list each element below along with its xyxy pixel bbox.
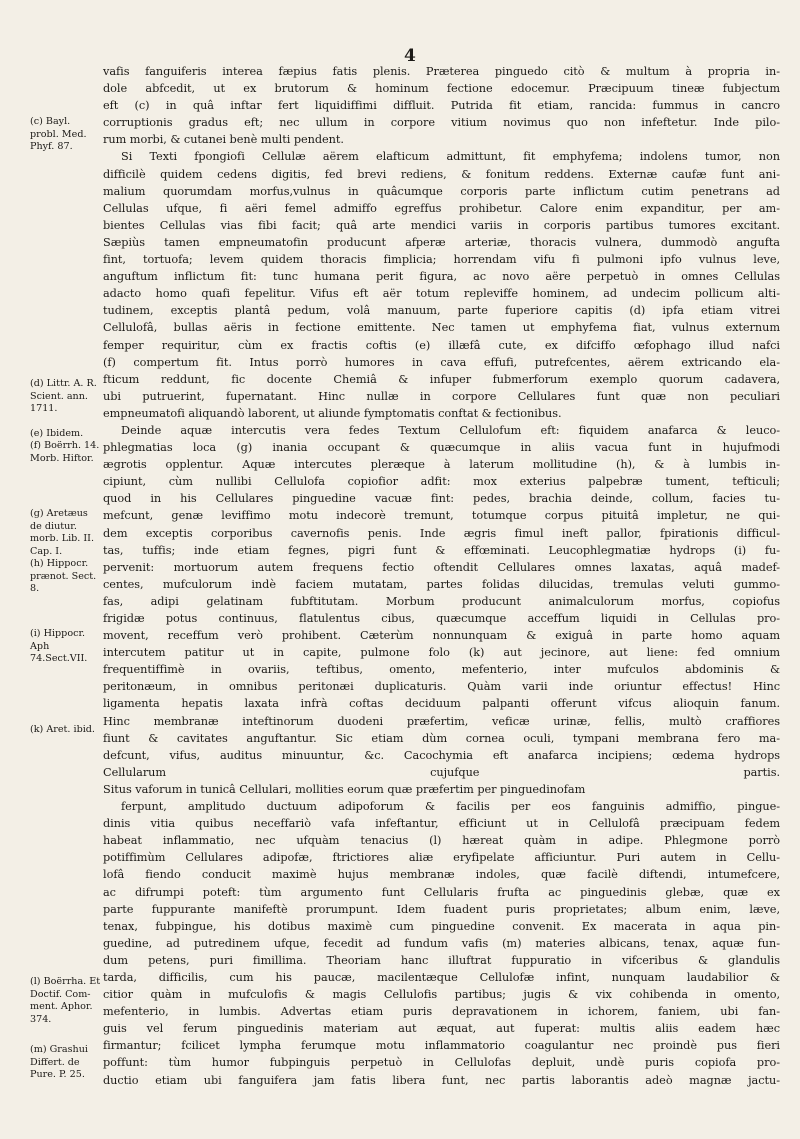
text-line	[103, 1106, 780, 1123]
text-line: guedine, ad putredinem ufque, fecedit ad fundum vafis (m) materies albicans, tenax, aquæ fun-	[103, 936, 780, 950]
text-line: malium quorumdam morfus,vulnus in quâcumque corporis parte inflictum cutim penetrans ad	[103, 184, 780, 198]
text-line: ægrotis opplentur. Aquæ intercutes pleræque à laterum mollitudine (h), & à lumbis in-	[103, 458, 780, 472]
body-text	[103, 63, 780, 1123]
text-line: frequentiffimè in ovariis, teftibus, omento, mefenterio, inter mufculos abdominis &	[103, 663, 780, 677]
margin-note: (h) Hippocr. prænot. Sect. 8.	[30, 558, 97, 594]
text-line: frigidæ potus continuus, flatulentus cibus, quæcumque acceffum liquidi in Cellulas pro-	[103, 612, 780, 625]
text-line: dinis vitia quibus neceffariò vafa infeftantur, efficiunt ut in Cellulofâ præcipuam fedem	[103, 817, 780, 831]
text-line: fint, tortuofa; levem quidem thoracis fimplicia; horrendam vifu fi pulmoni ipfo vulnus leve,	[103, 253, 780, 267]
text-line: empneumatofi aliquandò laborent, ut aliunde fymptomatis conftat & fectionibus.	[103, 406, 562, 420]
text-line: adacto homo quafi fepelitur. Vifus eft aër totum repleviffe hominem, ad undecim pollicum alti-	[103, 287, 780, 301]
text-line: dole abfcedit, ut ex brutorum & hominum fectione edocemur. Præcipuum tineæ fubjectum	[103, 82, 780, 96]
text-line: ferpunt, amplitudo ductuum adipoforum & facilis per eos fanguinis admiffio, pingue-	[121, 800, 780, 814]
text-line: Deinde aquæ intercutis vera fedes Textum Cellulofum eft: fiquidem anafarca & leuco-	[121, 423, 780, 437]
text-line: bientes Cellulas vias fibi facit; quâ arte mendici variis in corporis partibus tumores excitant.	[103, 218, 780, 232]
text-line: rum morbi, & cutanei benè multi pendent.	[103, 133, 344, 147]
text-line: Cellularum cujufque partis.	[103, 765, 780, 779]
text-line: tenax, fubpingue, his dotibus maximè cum pinguedine convenit. Ex macerata in aqua pin-	[103, 919, 780, 933]
text-line: Cellulas ufque, fi aëri femel admiffo egreffus prohibetur. Calore enim expanditur, per am-	[103, 201, 780, 215]
text-line: ubi putruerint, fupernatant. Hinc nullæ in corpore Cellulares funt quæ non peculiari	[103, 389, 780, 403]
text-line: ductio etiam ubi fanguifera jam fatis libera funt, nec partis laborantis adeò magnæ jactu-	[103, 1073, 780, 1087]
text-line: intercutem patitur ut in capite, pulmone folo (k) aut jecinore, aut liene: fed omnium	[103, 646, 780, 660]
text-line: tudinem, exceptis plantâ pedum, volâ manuum, parte fuperiore capitis (d) ipfa etiam vitrei	[103, 304, 780, 318]
margin-note: (e) Ibidem.	[30, 428, 84, 439]
text-line: guis vel ferum pinguedinis materiam aut æquat, aut fuperat: multis aliis eadem hæc	[103, 1022, 780, 1036]
text-line: anguftum inflictum fit: tunc humana perit figura, ac novo aëre perpetuò in omnes Cellulas	[103, 270, 780, 284]
margin-note: (k) Aret. ibid.	[30, 724, 95, 735]
text-line: Sæpiùs tamen empneumatofin producunt afperæ arteriæ, thoracis vulnera, dummodò angufta	[103, 235, 780, 249]
text-line: (f) compertum fit. Intus porrò humores in cava effufi, putrefcentes, aërem extricando ela-	[103, 355, 780, 369]
text-line: ligamenta hepatis laxata infrà coftas deciduum palpanti offerunt vifcus alioquin fanum.	[103, 697, 780, 711]
margin-note: (f) Boërrh. 14. Morb. Hiftor.	[30, 440, 100, 464]
text-line: habeat inflammatio, nec ufquàm tenacius (l) hæreat quàm in adipe. Phlegmone porrò	[103, 834, 780, 848]
text-line: mefenterio, in lumbis. Advertas etiam puris depravationem in ichorem, faniem, ubi fan-	[103, 1005, 780, 1019]
text-line: Si Texti fpongiofi Cellulæ aërem elafticum admittunt, fit emphyfema; indolens tumor, non	[121, 150, 780, 164]
text-line: mefcunt, genæ leviffimo motu indecorè tremunt, totumque corpus pituitâ impletur, ne qui-	[103, 509, 780, 523]
text-line: tas, tuffis; inde etiam fegnes, pigri funt & effœminati. Leucophlegmatiæ hydrops (i) fu-	[103, 543, 780, 557]
text-line: phlegmatias loca (g) inania occupant & quæcumque in aliis vacua funt in hujufmodi	[103, 441, 780, 455]
text-line	[103, 1089, 780, 1106]
margin-note: (i) Hippocr. Aph 74.Sect.VII.	[30, 628, 88, 664]
text-line: ac difrumpi poteft: tùm argumento funt Cellularis frufta ac pinguedinis glebæ, quæ ex	[103, 885, 780, 899]
text-line: parte fuppurante manifeftè prorumpunt. Idem fuadent puris proprietates; album enim, læve,	[103, 902, 780, 916]
text-line: eft (c) in quâ inftar fert liquidiffimi diffluit. Putrida fit etiam, rancida: fummus in cancro	[103, 99, 780, 113]
page-number: 4	[404, 46, 416, 66]
margin-note: (d) Littr. A. R. Scient. ann. 1711.	[30, 378, 97, 414]
text-line: peritonæum, in omnibus peritonæi duplicaturis. Quàm varii inde oriuntur effectus! Hinc	[103, 680, 780, 694]
text-line: centes, mufculorum indè faciem mutatam, partes folidas dilucidas, tremulas veluti gummo-	[103, 577, 780, 591]
text-line: lofâ fiendo conducit maximè hujus membranæ indoles, quæ facilè diftendi, intumefcere,	[103, 868, 780, 882]
text-line: quod in his Cellulares pinguedine vacuæ fint: pedes, brachia deinde, collum, facies tu-	[103, 492, 780, 506]
text-line: fiunt & cavitates anguftantur. Sic etiam dùm cornea oculi, tympani membrana fero ma-	[103, 731, 780, 745]
margin-note: (l) Boërrha. Et Doctif. Com- ment. Aphor. 374.	[30, 976, 101, 1025]
text-line: pervenit: mortuorum autem frequens fectio oftendit Cellulares omnes laxatas, aquâ madef-	[103, 560, 780, 574]
text-line: difficilè quidem cedens digitis, fed brevi rediens, & fonitum reddens. Externæ caufæ funt ani-	[103, 167, 780, 181]
text-line: movent, receffum verò prohibent. Cæterùm nonnunquam & exiguâ in parte homo aquam	[103, 629, 780, 643]
text-line: femper requiritur, cùm ex fractis coftis (e) illæfâ cute, ex difciffo œfophago illud nafci	[103, 338, 780, 352]
text-line: firmantur; fcilicet lympha ferumque motu inflammatorio coagulantur nec proindè pus fieri	[103, 1039, 780, 1053]
text-line: dem exceptis corporibus cavernofis penis. Inde ægris fimul ineft pallor, fpirationis difficul-	[103, 526, 780, 540]
text-line: fticum reddunt, fic docente Chemiâ & infuper fubmerforum exemplo quorum cadavera,	[103, 372, 780, 386]
text-line: dum petens, puri fimillima. Theoriam hanc illuftrat fuppuratio in vifceribus & glandulis	[103, 953, 780, 967]
margin-note: (g) Aretæus de diutur. morb. Lib. II. Cap. I.	[30, 508, 95, 557]
margin-notes	[30, 84, 101, 1124]
margin-note: (m) Grashui Differt. de Pure. P. 25.	[30, 1044, 88, 1080]
margin-note: (c) Bayl. probl. Med. Phyf. 87.	[30, 116, 87, 152]
text-line: cipiunt, cùm nullibi Cellulofa copiofior adfit: mox exterius palpebræ tument, tefticuli;	[103, 475, 780, 489]
text-line: corruptionis gradus eft; nec ullum in corpore vitium novimus quo non infeftetur. Inde pilo-	[103, 116, 780, 130]
text-line: vafis fanguiferis interea fæpius fatis plenis. Præterea pinguedo citò & multum à propria in-	[103, 65, 780, 78]
text-line: Situs vaforum in tunicâ Cellulari, mollities eorum quæ præfertim per pinguedinofam	[103, 782, 586, 796]
text-line: defcunt, vifus, auditus minuuntur, &c. Cacochymia eft anafarca incipiens; œdema hydrops	[103, 748, 780, 762]
text-line: tarda, difficilis, cum his paucæ, macilentæque Cellulofæ infint, nunquam laudabilior &	[103, 970, 780, 984]
text-line: fas, adipi gelatinam fubftitutam. Morbum producunt animalculorum morfus, copiofus	[103, 594, 780, 608]
text-line: potiffimùm Cellulares adipofæ, ftrictiores aliæ eryfipelate afficiuntur. Puri autem in Cellu-	[103, 851, 780, 865]
text-line: poffunt: tùm humor fubpinguis perpetuò in Cellulofas depluit, undè puris copiofa pro-	[103, 1056, 780, 1070]
text-line: Cellulofâ, bullas aëris in fectione emittente. Nec tamen ut emphyfema fiat, vulnus externum	[103, 321, 780, 335]
text-line: Hinc membranæ inteftinorum duodeni præfertim, veficæ urinæ, fellis, multò craffiores	[103, 714, 780, 728]
text-line: citior quàm in mufculofis & magis Cellulofis partibus; jugis & vix cohibenda in omento,	[103, 988, 780, 1002]
